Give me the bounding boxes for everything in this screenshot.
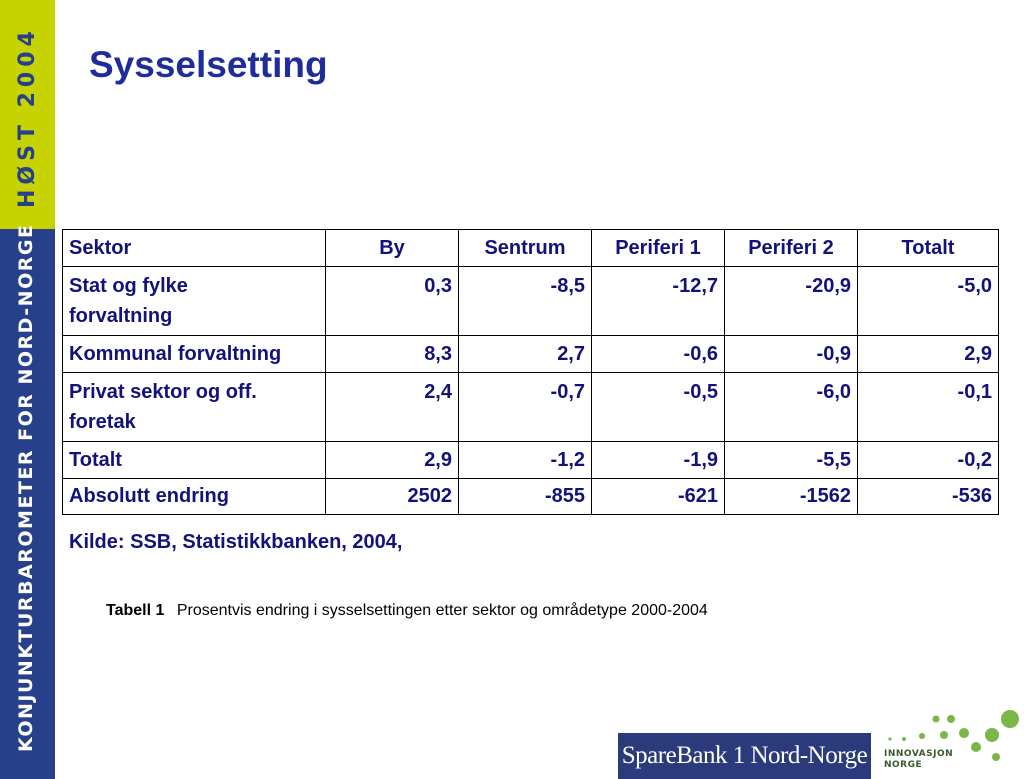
table-row (63, 267, 999, 336)
page-title: Sysselsetting (89, 44, 328, 85)
table-header-row (63, 230, 999, 267)
header-cell: Sektor (63, 230, 326, 267)
header-cell: By (326, 230, 459, 267)
value-cell: -5,5 (725, 442, 858, 479)
header-cell: Periferi 1 (592, 230, 725, 267)
value-cell: 8,3 (326, 336, 459, 373)
caption-text: Prosentvis endring i sysselsettingen etter sektor og områdetype 2000-2004 (176, 602, 708, 619)
table-row (63, 442, 999, 479)
header-cell: Sentrum (459, 230, 592, 267)
sidebar-bottom-band (0, 223, 55, 779)
report-name-label: KONJUNKTURBAROMETER FOR NORD-NORGE (15, 223, 37, 752)
value-cell: -0,1 (858, 373, 999, 442)
sidebar-top-band (0, 0, 55, 229)
value-cell: -12,7 (592, 267, 725, 336)
value-cell: -0,7 (459, 373, 592, 442)
innovasjon-norge-wordmark (884, 749, 953, 771)
sparebank-logo: SpareBank 1 Nord-Norge (618, 733, 871, 779)
season-label: HØST 2004 (15, 26, 40, 208)
sektor-line: Privat sektor og off. (69, 381, 257, 403)
sektor-line: Stat og fylke (69, 275, 188, 297)
employment-table (62, 229, 999, 515)
innovasjon-line: INNOVASJON (884, 749, 954, 759)
value-cell: 2,9 (326, 442, 459, 479)
value-cell: -0,9 (725, 336, 858, 373)
table-row (63, 373, 999, 442)
source-note: Kilde: SSB, Statistikkbanken, 2004, (69, 531, 403, 553)
value-cell: -1562 (725, 479, 858, 515)
value-cell: -0,2 (858, 442, 999, 479)
value-cell: -855 (459, 479, 592, 515)
value-cell: -6,0 (725, 373, 858, 442)
sidebar (0, 0, 55, 779)
value-cell: -0,6 (592, 336, 725, 373)
sektor-cell: Totalt (63, 442, 326, 479)
value-cell: -20,9 (725, 267, 858, 336)
sektor-line: forvaltning (69, 305, 173, 327)
sektor-cell (63, 373, 326, 442)
value-cell: -8,5 (459, 267, 592, 336)
caption-label: Tabell 1 (106, 602, 165, 619)
value-cell: -1,2 (459, 442, 592, 479)
value-cell: -0,5 (592, 373, 725, 442)
sektor-cell (63, 267, 326, 336)
table-row (63, 479, 999, 515)
table-row (63, 336, 999, 373)
value-cell: -536 (858, 479, 999, 515)
norge-line: NORGE (884, 760, 923, 770)
header-cell: Periferi 2 (725, 230, 858, 267)
table-caption (106, 602, 708, 620)
value-cell: -5,0 (858, 267, 999, 336)
sektor-line: foretak (69, 411, 136, 433)
header-cell: Totalt (858, 230, 999, 267)
value-cell: 2,9 (858, 336, 999, 373)
value-cell: 2,7 (459, 336, 592, 373)
value-cell: -1,9 (592, 442, 725, 479)
value-cell: -621 (592, 479, 725, 515)
value-cell: 2,4 (326, 373, 459, 442)
sektor-cell: Absolutt endring (63, 479, 326, 515)
sektor-cell: Kommunal forvaltning (63, 336, 326, 373)
value-cell: 2502 (326, 479, 459, 515)
value-cell: 0,3 (326, 267, 459, 336)
